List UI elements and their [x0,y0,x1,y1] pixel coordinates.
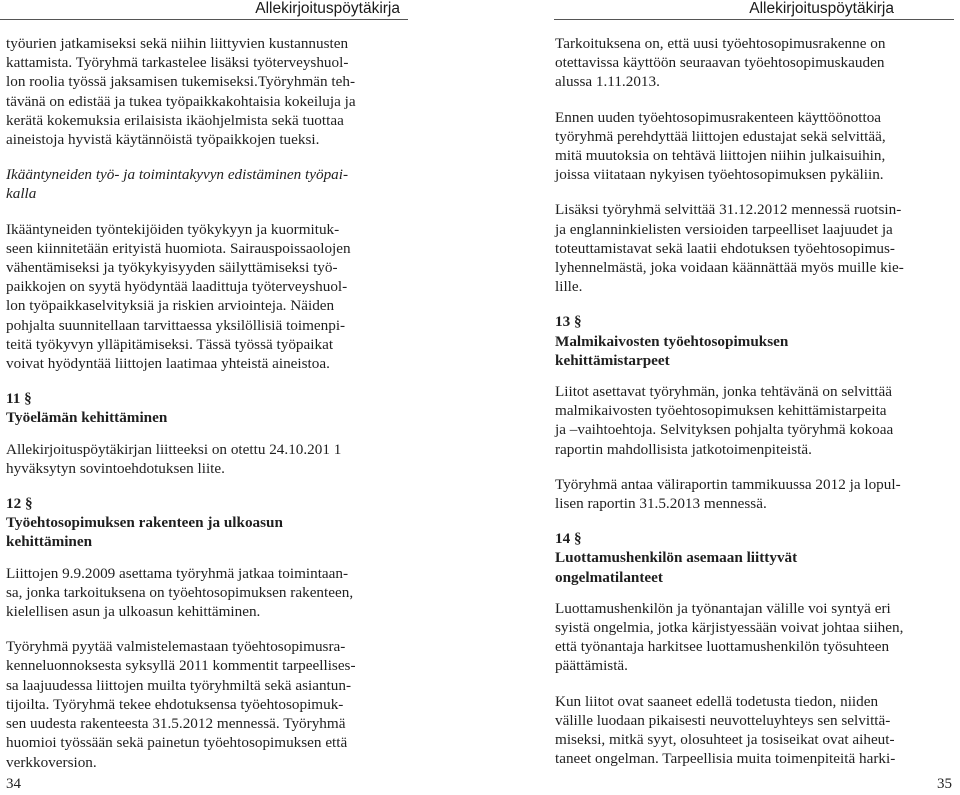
right-paragraph-2 [555,108,955,185]
text-line: Kun liitot ovat saaneet edellä todetusta tiedon, niiden [555,692,879,710]
text-line: Allekirjoituspöytäkirjan liitteeksi on otettu 24.10.201 1 [6,440,342,458]
text-line: että työnantaja harkitsee luottamushenkilön työsuhteen [555,638,890,656]
text-line: paikkojen on syytä hyödyntää laadittuja työterveyshuol- [6,278,348,296]
running-header-left [0,0,408,20]
text-line: lisen raportin 31.5.2013 mennessä. [555,495,767,513]
section-14-number: 14 § [555,530,582,548]
text-line: Luottamushenkilön ja työnantajan välille voi syntyä eri [555,599,891,617]
text-line: kattamista. Työryhmä tarkastelee lisäksi työterveyshuol- [6,54,349,72]
text-line: huomioi työssään sekä painetun työehtosopimuksen että [6,734,348,752]
running-header-right [554,0,954,20]
section-12-number: 12 § [6,495,33,513]
text-line: lille. [555,278,583,296]
text-line: Työryhmä antaa väliraportin tammikuussa 2012 ja lopul- [555,475,901,493]
section-13-text-2 [555,475,955,513]
text-line: ja englanninkielisten versioiden tarpeelliset laajuudet ja [555,220,893,238]
section-13-number: 13 § [555,313,582,331]
page-number-left: 34 [6,776,21,792]
text-line: malmikaivosten työehtosopimuksen kehittämistarpeita [555,402,887,420]
section-11-text [6,440,408,478]
section-12-text-2 [6,637,408,771]
left-paragraph-2 [6,220,408,374]
section-13-text-1 [555,382,955,459]
italic-subheading [6,165,408,203]
running-header-left-text: Allekirjoituspöytäkirja [255,0,400,17]
text-line: sen uudesta rakenteesta 31.5.2012 mennessä. Työryhmä [6,715,346,733]
text-line: kalla [6,185,37,203]
text-line: Työryhmä pyytää valmistelemastaan työehtosopimusra- [6,638,346,656]
text-line: työryhmä perehdyttää liittojen edustajat sekä selvittää, [555,127,886,145]
text-line: ja –vaihtoehtoja. Selvityksen pohjalta työryhmä kokoaa [555,421,894,439]
text-line: Luottamushenkilön asemaan liittyvät [555,549,798,567]
text-line: lon työpaikkaselvityksiä ja riskien arviointeja. Näiden [6,297,335,315]
text-line: mitä muutoksia on tehtävä liittojen niihin julkaisuihin, [555,147,886,165]
text-line: Liittojen 9.9.2009 asettama työryhmä jatkaa toimintaan- [6,564,349,582]
text-line: miseksi, mitkä syyt, olosuhteet ja tosiseikat ovat aiheut- [555,731,895,749]
text-line: Lisäksi työryhmä selvittää 31.12.2012 mennessä ruotsin- [555,201,902,219]
section-12-text-1 [6,564,408,622]
text-line: taneet ongelman. Tarpeellisia muita toimenpiteitä harki- [555,750,896,768]
right-paragraph-1 [555,34,955,92]
section-13-title [555,332,955,370]
text-line: Työehtosopimuksen rakenteen ja ulkoasun [6,514,283,532]
right-text-column [555,34,955,769]
text-line: Malmikaivosten työehtosopimuksen [555,332,789,350]
text-line: Ennen uuden työehtosopimusrakenteen käyttöönottoa [555,108,882,126]
text-line: päättämistä. [555,657,628,675]
text-line: joissa viitataan nykyisen työehtosopimuksen pykäliin. [555,166,884,184]
text-line: teitä työkyvyn ylläpitämiseksi. Tässä työssä työpaikat [6,335,334,353]
section-12-title [6,513,408,551]
text-line: otettavissa käyttöön seuraavan työehtosopimuskauden [555,54,885,72]
section-14-title [555,548,955,586]
text-line: ongelmatilanteet [555,568,663,586]
left-paragraph-1 [6,34,408,149]
text-line: toteuttamistavat sekä laatii ehdotuksen työehtosopimus- [555,239,895,257]
right-page [480,0,960,795]
text-line: työurien jatkamiseksi sekä niihin liittyvien kustannusten [6,35,349,52]
section-11-title: Työelämän kehittäminen [6,409,168,427]
text-line: kehittäminen [6,533,93,551]
text-line: alussa 1.11.2013. [555,73,660,91]
text-line: Ikääntyneiden työntekijöiden työkykyyn ja kuormituk- [6,220,340,238]
text-line: hyväksytyn sovintoehdotuksen liite. [6,459,225,477]
text-line: kielellisen asun ja ulkoasun kehittäminen. [6,603,261,621]
right-paragraph-3 [555,200,955,296]
left-text-column [6,34,408,772]
text-line: raportin mahdollisista jatkotoimenpiteistä. [555,440,812,458]
text-line: tijoilta. Työryhmä tekee ehdotuksensa työehtosopimuk- [6,695,344,713]
section-11-number: 11 § [6,390,32,408]
running-header-right-text: Allekirjoituspöytäkirja [749,0,894,17]
text-line: lon roolia työssä jaksamisen tukemiseksi.Työryhmän teh- [6,73,356,91]
text-line: Tarkoituksena on, että uusi työehtosopimusrakenne on [555,35,886,52]
text-line: sa, jonka tarkoituksena on työehtosopimuksen rakenteen, [6,583,354,601]
text-line: Liitot asettavat työryhmän, jonka tehtävänä on selvittää [555,383,892,401]
text-line: kerätä kokemuksia erilaisista ikäohjelmista sekä tuottaa [6,111,344,129]
page-number-right: 35 [937,776,952,792]
text-line: seen kiinnitetään erityistä huomiota. Sairauspoissaolojen [6,239,351,257]
text-line: kenneluonnoksesta syksyllä 2011 kommentit tarpeellises- [6,657,356,675]
section-14-text-2 [555,692,955,769]
text-line: välille luodaan pikaisesti neuvotteluyhteys sen selvittä- [555,711,891,729]
text-line: voivat hyödyntää liittojen laatimaa yhteistä aineistoa. [6,355,330,373]
section-14-text-1 [555,599,955,676]
text-line: pohjalta suunnitellaan tarvittaessa yksilöllisiä toimenpi- [6,316,346,334]
text-line: kehittämistarpeet [555,351,670,369]
text-line: verkkoversion. [6,753,97,771]
text-line: tävänä on edistää ja tukea työpaikkakohtaisia kokeiluja ja [6,92,356,110]
text-line: Ikääntyneiden työ- ja toimintakyvyn edistäminen työpai- [6,166,349,184]
text-line: vähentämiseksi ja työkykyisyyden säilyttämiseksi työ- [6,259,338,277]
text-line: lyhennelmästä, joka voidaan käännättää myös muille kie- [555,259,904,277]
text-line: aineistoja hyvistä käytännöistä työpaikkojen tueksi. [6,131,320,149]
text-line: sa laajuudessa liittojen muilta työryhmiltä sekä asiantun- [6,676,352,694]
text-line: syistä ongelmia, jotka kärjistyessään voivat johtaa siihen, [555,619,904,637]
